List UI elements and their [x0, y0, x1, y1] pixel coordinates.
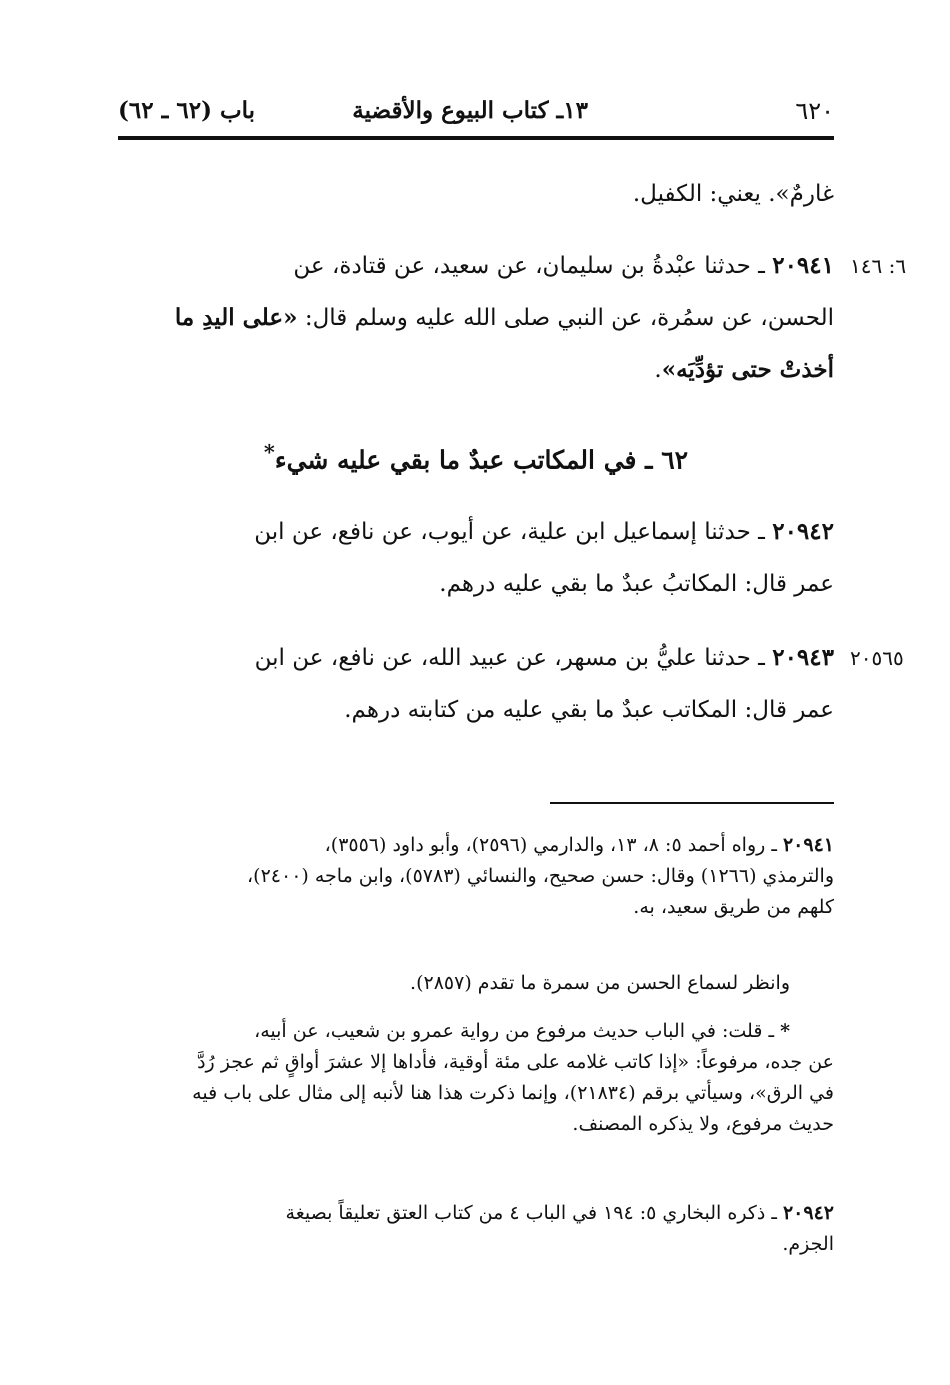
footnote-number: ٢٠٩٤٢: [782, 1202, 834, 1224]
footnote-line: [118, 1198, 834, 1229]
hadith-20942: [118, 506, 834, 610]
footnote-line: [118, 1016, 834, 1047]
hadith-line: عمر قال: المكاتب عبدٌ ما بقي عليه من كتابته درهم.: [344, 697, 834, 723]
hadith-line: [118, 632, 834, 684]
hadith-number: ٢٠٩٤٢: [772, 518, 834, 545]
footnote-20941: [118, 830, 834, 923]
footnote-marker: *: [780, 1020, 790, 1042]
hadith-text: الحسن، عن سمُرة، عن النبي صلى الله عليه وسلم قال:: [297, 305, 834, 331]
footnote-line: كلهم من طريق سعيد، به.: [633, 896, 834, 918]
footnote-see-also: [118, 968, 834, 999]
footnote-text: ـ رواه أحمد ٥: ٨، ١٣، والدارمي (٢٥٩٦)، وأبو داود (٣٥٥٦)،: [324, 834, 777, 856]
hadith-number: ٢٠٩٤١: [772, 252, 834, 279]
hadith-text: ـ حدثنا إسماعيل ابن علية، عن أيوب، عن نافع، عن ابن: [254, 519, 765, 545]
page-number: ٦٢٠: [795, 97, 834, 125]
chapter-range: باب (٦٢ ـ ٦٢): [118, 97, 256, 124]
footnote-number: ٢٠٩٤١: [782, 834, 834, 856]
footnote-line: والترمذي (١٢٦٦) وقال: حسن صحيح، والنسائي (٥٧٨٣)، وابن ماجه (٢٤٠٠)،: [247, 865, 834, 887]
hadith-quote: أخذتْ حتى تؤدِّيَه»: [661, 356, 834, 383]
footnote-text: ـ ذكره البخاري ٥: ١٩٤ في الباب ٤ من كتاب العتق تعليقاً بصيغة: [285, 1202, 777, 1224]
hadith-line: [118, 506, 834, 558]
chapter-heading: [118, 432, 834, 480]
footnote-line: عن جده، مرفوعاً: «إذا كاتب غلامه على مئة أوقية، فأداها إلا عشرَ أواقٍ ثم عجز رُدَّ: [197, 1051, 834, 1073]
footnote-rule: [550, 802, 834, 804]
footnote-asterisk: [118, 1016, 834, 1140]
hadith-line: [118, 344, 834, 396]
margin-reference-20943: ٢٠٥٦٥: [850, 646, 904, 670]
footnote-line: في الرق»، وسيأتي برقم (٢١٨٣٤)، وإنما ذكرت هذا هنا لأنبه إلى مثال على باب فيه: [192, 1082, 834, 1104]
book-title: ١٣ـ كتاب البيوع والأقضية: [352, 97, 588, 124]
hadith-20941: [118, 240, 834, 396]
footnote-marker: *: [263, 439, 275, 464]
hadith-line: [118, 292, 834, 344]
intro-paragraph: [118, 168, 834, 220]
intro-line: غارمٌ». يعني: الكفيل.: [632, 181, 834, 207]
footnote-text: ـ قلت: في الباب حديث مرفوع من رواية عمرو بن شعيب، عن أبيه،: [254, 1020, 775, 1042]
hadith-text: .: [654, 357, 662, 383]
footnote-20942: [118, 1198, 834, 1260]
hadith-quote: «على اليدِ ما: [174, 304, 298, 331]
chapter-heading-text: ٦٢ ـ في المكاتب عبدٌ ما بقي عليه شيء: [274, 445, 689, 475]
hadith-text: ـ حدثنا عليُّ بن مسهر، عن عبيد الله، عن نافع، عن ابن: [254, 645, 765, 671]
footnote-line: الجزم.: [782, 1233, 834, 1255]
footnote-line: وانظر لسماع الحسن من سمرة ما تقدم (٢٨٥٧).: [410, 972, 790, 994]
margin-reference-20941: ٦: ١٤٦: [850, 254, 907, 278]
header-rule: [118, 136, 834, 140]
hadith-line: عمر قال: المكاتبُ عبدٌ ما بقي عليه درهم.: [439, 571, 834, 597]
hadith-line: [118, 240, 834, 292]
hadith-text: ـ حدثنا عبْدةُ بن سليمان، عن سعيد، عن قتادة، عن: [293, 253, 765, 279]
hadith-number: ٢٠٩٤٣: [772, 644, 834, 671]
running-header: [118, 94, 834, 128]
hadith-20943: [118, 632, 834, 736]
footnote-line: [118, 830, 834, 861]
footnote-line: حديث مرفوع، ولا يذكره المصنف.: [572, 1113, 834, 1135]
